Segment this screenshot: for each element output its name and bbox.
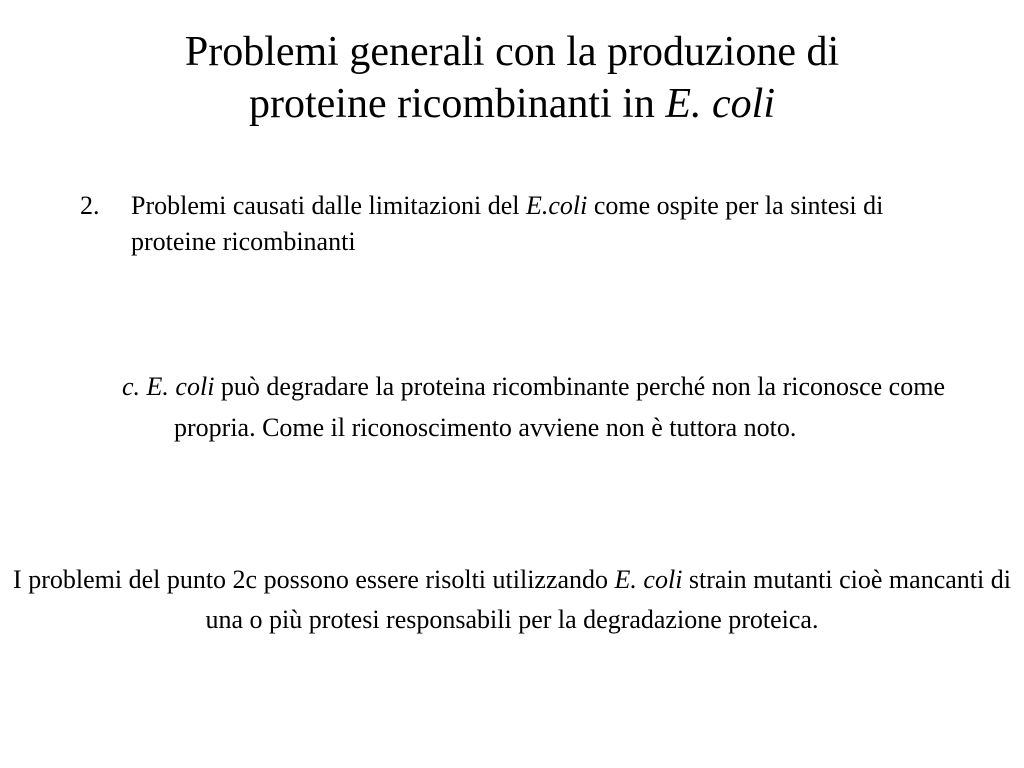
point-text-after: come ospite per la sintesi di proteine ricombinanti	[131, 191, 884, 256]
conclusion-text-italic: E. coli	[614, 565, 683, 594]
conclusion-text-after: strain mutanti cioè mancanti di una o più protesi responsabili per la degradazione proteica.	[205, 565, 1011, 634]
subpoint-text: può degradare la proteina ricombinante perché non la riconosce come propria. Come il riconoscimento avviene non è tuttora noto.	[174, 372, 945, 442]
point-text-before: Problemi causati dalle limitazioni del	[131, 191, 526, 220]
list-marker: 2.	[80, 191, 100, 220]
conclusion-text-before: I problemi del punto 2c possono essere risolti utilizzando	[13, 565, 615, 594]
subpoint-italic-organism: E. coli	[146, 372, 215, 401]
point-text-italic: E.coli	[525, 191, 588, 220]
subpoint-c	[122, 366, 1004, 448]
title-italic-organism: E. coli	[665, 81, 776, 127]
title-line1: Problemi generali con la produzione di	[184, 29, 840, 75]
title-line2: proteine ricombinanti in	[248, 81, 666, 127]
point-text	[131, 188, 961, 260]
subpoint-marker: c.	[122, 372, 141, 401]
slide-title	[60, 26, 964, 130]
conclusion-paragraph	[12, 560, 1012, 640]
